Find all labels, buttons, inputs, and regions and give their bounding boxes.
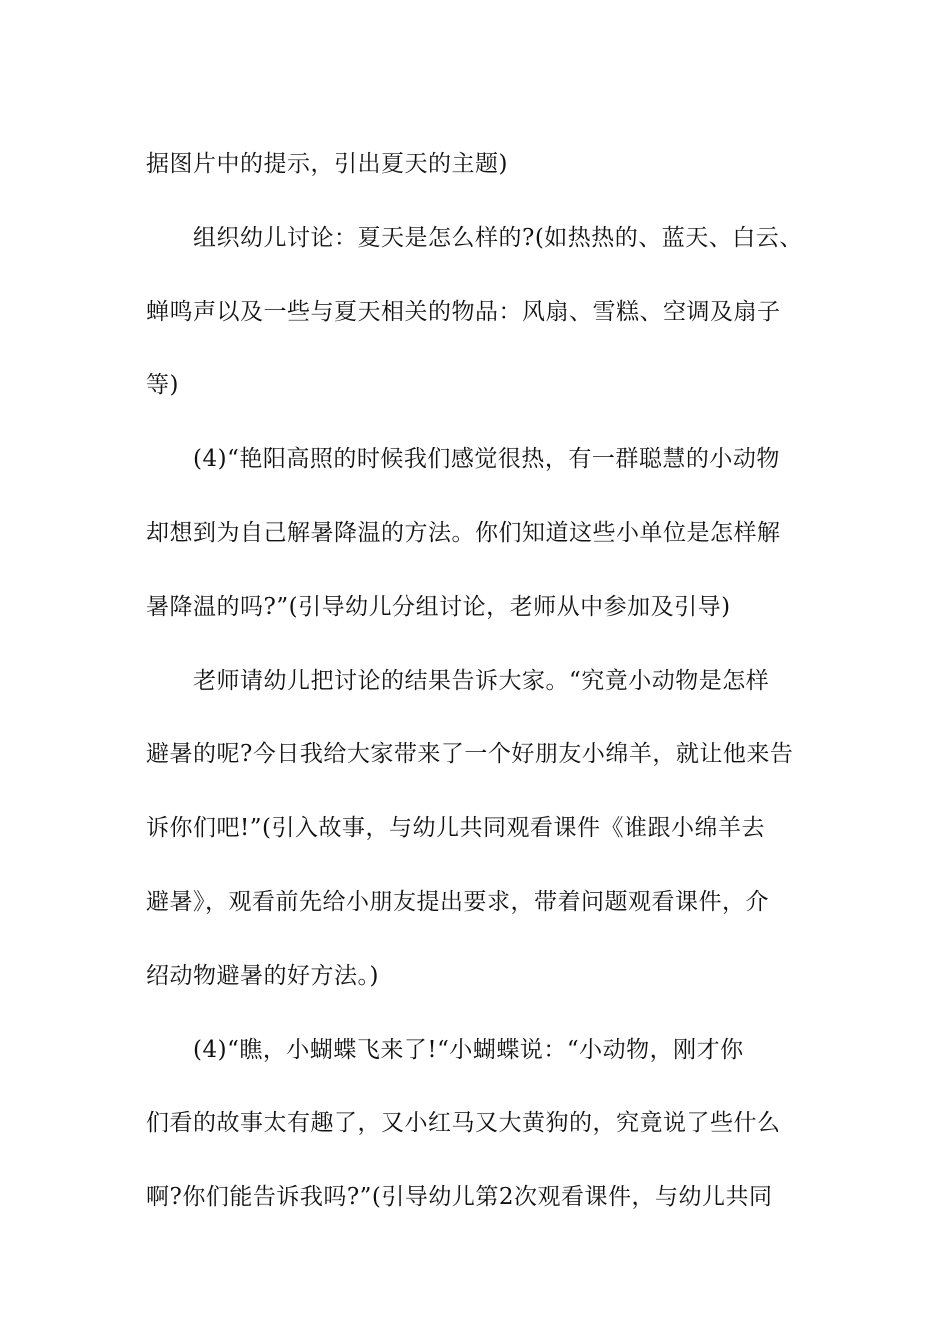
paragraph-3 bbox=[146, 423, 806, 644]
paragraph-5 bbox=[146, 1014, 806, 1235]
text-line: (4)“瞧，小蝴蝶飞来了!“小蝴蝶说：“小动物，刚才你 bbox=[193, 1036, 744, 1063]
text-line: 诉你们吧!”(引入故事，与幼儿共同观看课件《谁跟小绵羊去 bbox=[146, 815, 765, 842]
paragraph-4 bbox=[146, 645, 806, 1014]
text-line: 组织幼儿讨论：夏天是怎么样的?(如热热的、蓝天、白云、 bbox=[193, 224, 803, 251]
text-line: 却想到为自己解暑降温的方法。你们知道这些小单位是怎样解 bbox=[146, 519, 781, 546]
text-line: 老师请幼儿把讨论的结果告诉大家。“究竟小动物是怎样 bbox=[193, 667, 770, 694]
text-line: 等) bbox=[146, 372, 179, 399]
paragraph-2 bbox=[146, 202, 806, 423]
text-line: 蝉鸣声以及一些与夏天相关的物品：风扇、雪糕、空调及扇子 bbox=[146, 298, 781, 325]
text-line: 避暑的呢?今日我给大家带来了一个好朋友小绵羊，就让他来告 bbox=[146, 741, 794, 768]
text-line: 暑降温的吗?”(引导幼儿分组讨论，老师从中参加及引导) bbox=[146, 593, 731, 620]
text-line: 绍动物避暑的好方法。) bbox=[146, 962, 379, 989]
document-body bbox=[146, 128, 806, 1235]
text-line: 们看的故事太有趣了，又小红马又大黄狗的，究竟说了些什么 bbox=[146, 1110, 781, 1137]
text-line: 据图片中的提示，引出夏天的主题) bbox=[146, 151, 508, 177]
text-line: 啊?你们能告诉我吗?”(引导幼儿第2次观看课件，与幼儿共同 bbox=[146, 1184, 773, 1211]
text-line: 避暑》，观看前先给小朋友提出要求，带着问题观看课件，介 bbox=[146, 888, 769, 915]
paragraph-1 bbox=[146, 128, 806, 202]
text-line: (4)“艳阳高照的时候我们感觉很热，有一群聪慧的小动物 bbox=[193, 446, 780, 473]
